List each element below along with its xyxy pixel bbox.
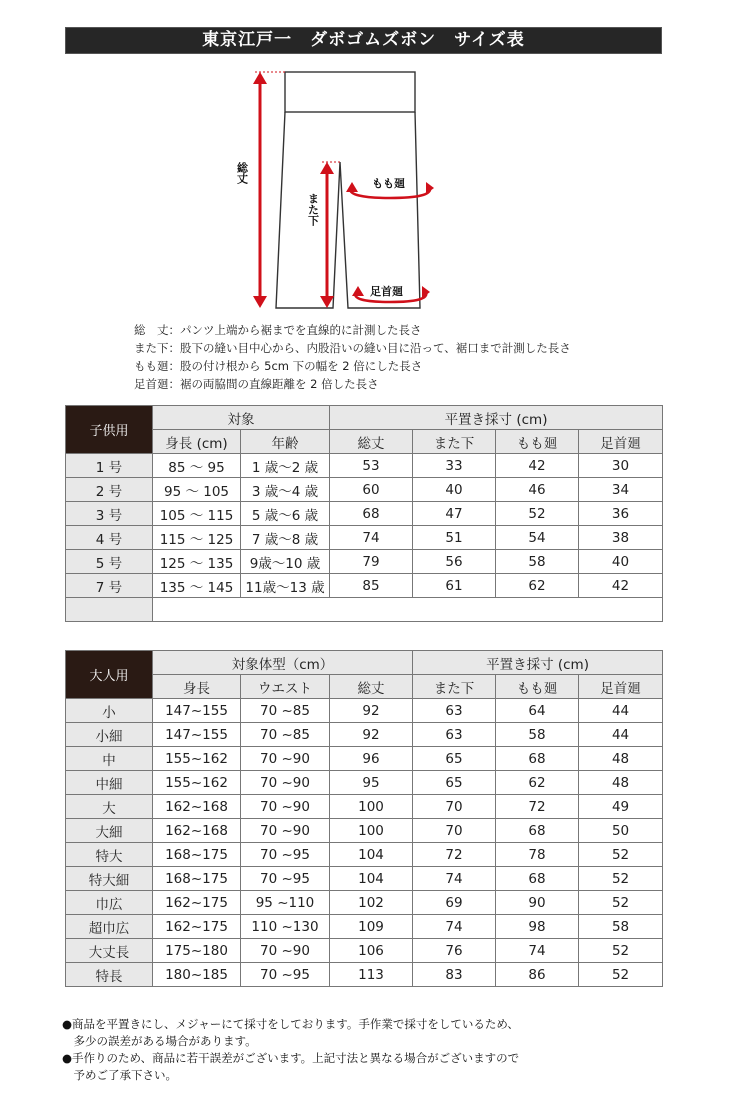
row-label: 大丈長	[66, 939, 153, 963]
table-cell: 104	[330, 867, 413, 891]
adults-group-measure: 平置き採寸 (cm)	[413, 651, 663, 675]
table-cell: 47	[413, 502, 496, 526]
kids-col-thigh: もも廻	[496, 430, 579, 454]
table-cell: 52	[579, 939, 663, 963]
table-cell: 63	[413, 699, 496, 723]
table-cell: 95 ～ 105	[153, 478, 241, 502]
table-cell: 155~162	[153, 747, 241, 771]
table-row	[66, 843, 663, 867]
table-cell: 70 ~90	[241, 747, 330, 771]
table-cell: 52	[579, 891, 663, 915]
table-cell: 62	[496, 771, 579, 795]
table-cell: 162~168	[153, 795, 241, 819]
table-row	[66, 963, 663, 987]
table-row	[66, 526, 663, 550]
table-cell: 65	[413, 771, 496, 795]
table-cell: 52	[496, 502, 579, 526]
table-cell: 70 ~85	[241, 723, 330, 747]
table-cell: 70 ~95	[241, 843, 330, 867]
adults-col-inseam: また下	[413, 675, 496, 699]
ankle-label: 足首廻	[370, 285, 403, 298]
table-cell: 95 ~110	[241, 891, 330, 915]
note-line: 多少の誤差がある場合があります。	[62, 1034, 257, 1048]
table-cell: 109	[330, 915, 413, 939]
kids-col-inseam: また下	[413, 430, 496, 454]
kids-col-total: 総丈	[330, 430, 413, 454]
kids-size-table	[65, 405, 663, 622]
table-cell: 168~175	[153, 867, 241, 891]
note-line: ●商品を平置きにし、メジャーにて採寸をしております。手作業で採寸をしているため、	[62, 1017, 519, 1031]
table-cell: 68	[330, 502, 413, 526]
table-cell: 92	[330, 723, 413, 747]
table-cell: 113	[330, 963, 413, 987]
table-cell: 100	[330, 795, 413, 819]
table-cell: 70	[413, 795, 496, 819]
table-cell: 70 ~90	[241, 771, 330, 795]
table-cell: 102	[330, 891, 413, 915]
table-cell: 69	[413, 891, 496, 915]
table-cell: 83	[413, 963, 496, 987]
table-cell: 175~180	[153, 939, 241, 963]
table-cell: 104	[330, 843, 413, 867]
thigh-arrow-head	[346, 182, 358, 192]
table-cell: 155~162	[153, 771, 241, 795]
table-cell: 72	[496, 795, 579, 819]
table-cell: 30	[579, 454, 663, 478]
table-cell: 34	[579, 478, 663, 502]
row-label: 3 号	[66, 502, 153, 526]
table-cell: 52	[579, 963, 663, 987]
table-cell: 147~155	[153, 699, 241, 723]
row-label: 小	[66, 699, 153, 723]
table-row	[66, 502, 663, 526]
kids-col-age: 年齢	[241, 430, 330, 454]
kids-blank-label	[66, 598, 153, 622]
row-label: 特長	[66, 963, 153, 987]
kids-group-target: 対象	[153, 406, 330, 430]
adults-col-waist: ウエスト	[241, 675, 330, 699]
table-cell: 74	[330, 526, 413, 550]
table-cell: 105 ～ 115	[153, 502, 241, 526]
table-cell: 48	[579, 747, 663, 771]
table-row	[66, 771, 663, 795]
row-label: 中細	[66, 771, 153, 795]
table-cell: 162~175	[153, 891, 241, 915]
table-cell: 44	[579, 699, 663, 723]
table-cell: 50	[579, 819, 663, 843]
table-row	[66, 819, 663, 843]
table-cell: 48	[579, 771, 663, 795]
table-cell: 74	[496, 939, 579, 963]
table-cell: 70 ~95	[241, 963, 330, 987]
row-label: 超巾広	[66, 915, 153, 939]
table-cell: 162~175	[153, 915, 241, 939]
table-cell: 62	[496, 574, 579, 598]
table-cell: 68	[496, 867, 579, 891]
table-row	[66, 478, 663, 502]
table-row	[66, 454, 663, 478]
table-cell: 68	[496, 819, 579, 843]
table-cell: 74	[413, 867, 496, 891]
table-cell: 9歳～10 歳	[241, 550, 330, 574]
adults-col-ankle: 足首廻	[579, 675, 663, 699]
table-cell: 53	[330, 454, 413, 478]
table-cell: 60	[330, 478, 413, 502]
page-title: 東京江戸一 ダボゴムズボン サイズ表	[65, 27, 662, 54]
ankle-arrow-head	[352, 286, 364, 296]
kids-col-height: 身長 (cm)	[153, 430, 241, 454]
total-arrow-head-bottom	[253, 296, 267, 308]
table-cell: 86	[496, 963, 579, 987]
kids-col-ankle: 足首廻	[579, 430, 663, 454]
table-cell: 1 歳～2 歳	[241, 454, 330, 478]
total-arrow-head-top	[253, 72, 267, 84]
inseam-label: また下	[306, 193, 320, 226]
table-row	[66, 574, 663, 598]
table-cell: 52	[579, 867, 663, 891]
table-cell: 58	[496, 550, 579, 574]
table-cell: 70 ~85	[241, 699, 330, 723]
row-label: 7 号	[66, 574, 153, 598]
table-cell: 100	[330, 819, 413, 843]
inseam-arrow-head-top	[320, 162, 334, 174]
row-label: 特大	[66, 843, 153, 867]
row-label: 1 号	[66, 454, 153, 478]
table-cell: 52	[579, 843, 663, 867]
measurement-descriptions	[134, 321, 571, 393]
table-cell: 38	[579, 526, 663, 550]
row-label: 大細	[66, 819, 153, 843]
row-label: 大	[66, 795, 153, 819]
table-cell: 135 ～ 145	[153, 574, 241, 598]
table-cell: 98	[496, 915, 579, 939]
table-cell: 85	[330, 574, 413, 598]
adults-col-thigh: もも廻	[496, 675, 579, 699]
table-cell: 168~175	[153, 843, 241, 867]
table-cell: 78	[496, 843, 579, 867]
pants-outline	[276, 112, 420, 308]
note-line: ●手作りのため、商品に若干誤差がございます。上記寸法と異なる場合がございますので	[62, 1051, 520, 1065]
table-cell: 33	[413, 454, 496, 478]
row-label: 巾広	[66, 891, 153, 915]
table-cell: 7 歳～8 歳	[241, 526, 330, 550]
table-cell: 162~168	[153, 819, 241, 843]
table-cell: 5 歳～6 歳	[241, 502, 330, 526]
row-label: 2 号	[66, 478, 153, 502]
desc-ankle: 足首廻：裾の両脇間の直線距離を 2 倍した長さ	[134, 377, 379, 391]
row-label: 中	[66, 747, 153, 771]
table-cell: 40	[579, 550, 663, 574]
table-cell: 79	[330, 550, 413, 574]
row-label: 小細	[66, 723, 153, 747]
adults-col-total: 総丈	[330, 675, 413, 699]
table-cell: 115 ～ 125	[153, 526, 241, 550]
table-cell: 106	[330, 939, 413, 963]
table-cell: 95	[330, 771, 413, 795]
table-cell: 40	[413, 478, 496, 502]
desc-inseam: また下：股下の縫い目中心から、内股沿いの縫い目に沿って、裾口まで計測した長さ	[134, 341, 571, 355]
table-cell: 58	[496, 723, 579, 747]
row-label: 5 号	[66, 550, 153, 574]
table-row	[66, 915, 663, 939]
table-cell: 36	[579, 502, 663, 526]
adults-col-height: 身長	[153, 675, 241, 699]
notes	[62, 1016, 519, 1084]
table-cell: 42	[496, 454, 579, 478]
table-cell: 70 ~90	[241, 939, 330, 963]
table-cell: 42	[579, 574, 663, 598]
inseam-arrow-head-bottom	[320, 296, 334, 308]
pants-diagram	[0, 60, 730, 320]
table-row	[66, 699, 663, 723]
table-cell: 68	[496, 747, 579, 771]
table-cell: 92	[330, 699, 413, 723]
table-row	[66, 747, 663, 771]
row-label: 特大細	[66, 867, 153, 891]
table-row	[66, 939, 663, 963]
table-cell: 70	[413, 819, 496, 843]
table-row	[66, 723, 663, 747]
adults-corner: 大人用	[66, 651, 153, 699]
table-cell: 72	[413, 843, 496, 867]
adults-size-table	[65, 650, 663, 987]
total-length-label: 総丈	[235, 162, 249, 184]
thigh-label: もも廻	[372, 177, 405, 190]
table-cell: 44	[579, 723, 663, 747]
table-cell: 147~155	[153, 723, 241, 747]
table-cell: 58	[579, 915, 663, 939]
table-cell: 180~185	[153, 963, 241, 987]
kids-blank-row	[153, 598, 663, 622]
table-cell: 70 ~90	[241, 819, 330, 843]
table-cell: 74	[413, 915, 496, 939]
table-cell: 56	[413, 550, 496, 574]
desc-thigh: もも廻：股の付け根から 5cm 下の幅を 2 倍にした長さ	[134, 359, 423, 373]
table-cell: 61	[413, 574, 496, 598]
table-cell: 85 ～ 95	[153, 454, 241, 478]
table-cell: 64	[496, 699, 579, 723]
table-cell: 96	[330, 747, 413, 771]
table-cell: 46	[496, 478, 579, 502]
table-row	[66, 891, 663, 915]
pants-waistband	[285, 72, 415, 112]
table-cell: 125 ～ 135	[153, 550, 241, 574]
table-cell: 51	[413, 526, 496, 550]
table-cell: 54	[496, 526, 579, 550]
table-row	[66, 550, 663, 574]
note-line: 予めご了承下さい。	[62, 1068, 177, 1082]
table-cell: 70 ~95	[241, 867, 330, 891]
kids-group-measure: 平置き採寸 (cm)	[330, 406, 663, 430]
adults-group-target: 対象体型（cm）	[153, 651, 413, 675]
table-cell: 63	[413, 723, 496, 747]
row-label: 4 号	[66, 526, 153, 550]
table-row	[66, 795, 663, 819]
table-cell: 90	[496, 891, 579, 915]
table-cell: 11歳～13 歳	[241, 574, 330, 598]
table-cell: 65	[413, 747, 496, 771]
desc-total: 総 丈：パンツ上端から裾までを直線的に計測した長さ	[134, 323, 422, 337]
table-cell: 70 ~90	[241, 795, 330, 819]
table-cell: 76	[413, 939, 496, 963]
table-cell: 49	[579, 795, 663, 819]
table-cell: 3 歳～4 歳	[241, 478, 330, 502]
table-row	[66, 867, 663, 891]
kids-corner: 子供用	[66, 406, 153, 454]
table-cell: 110 ~130	[241, 915, 330, 939]
